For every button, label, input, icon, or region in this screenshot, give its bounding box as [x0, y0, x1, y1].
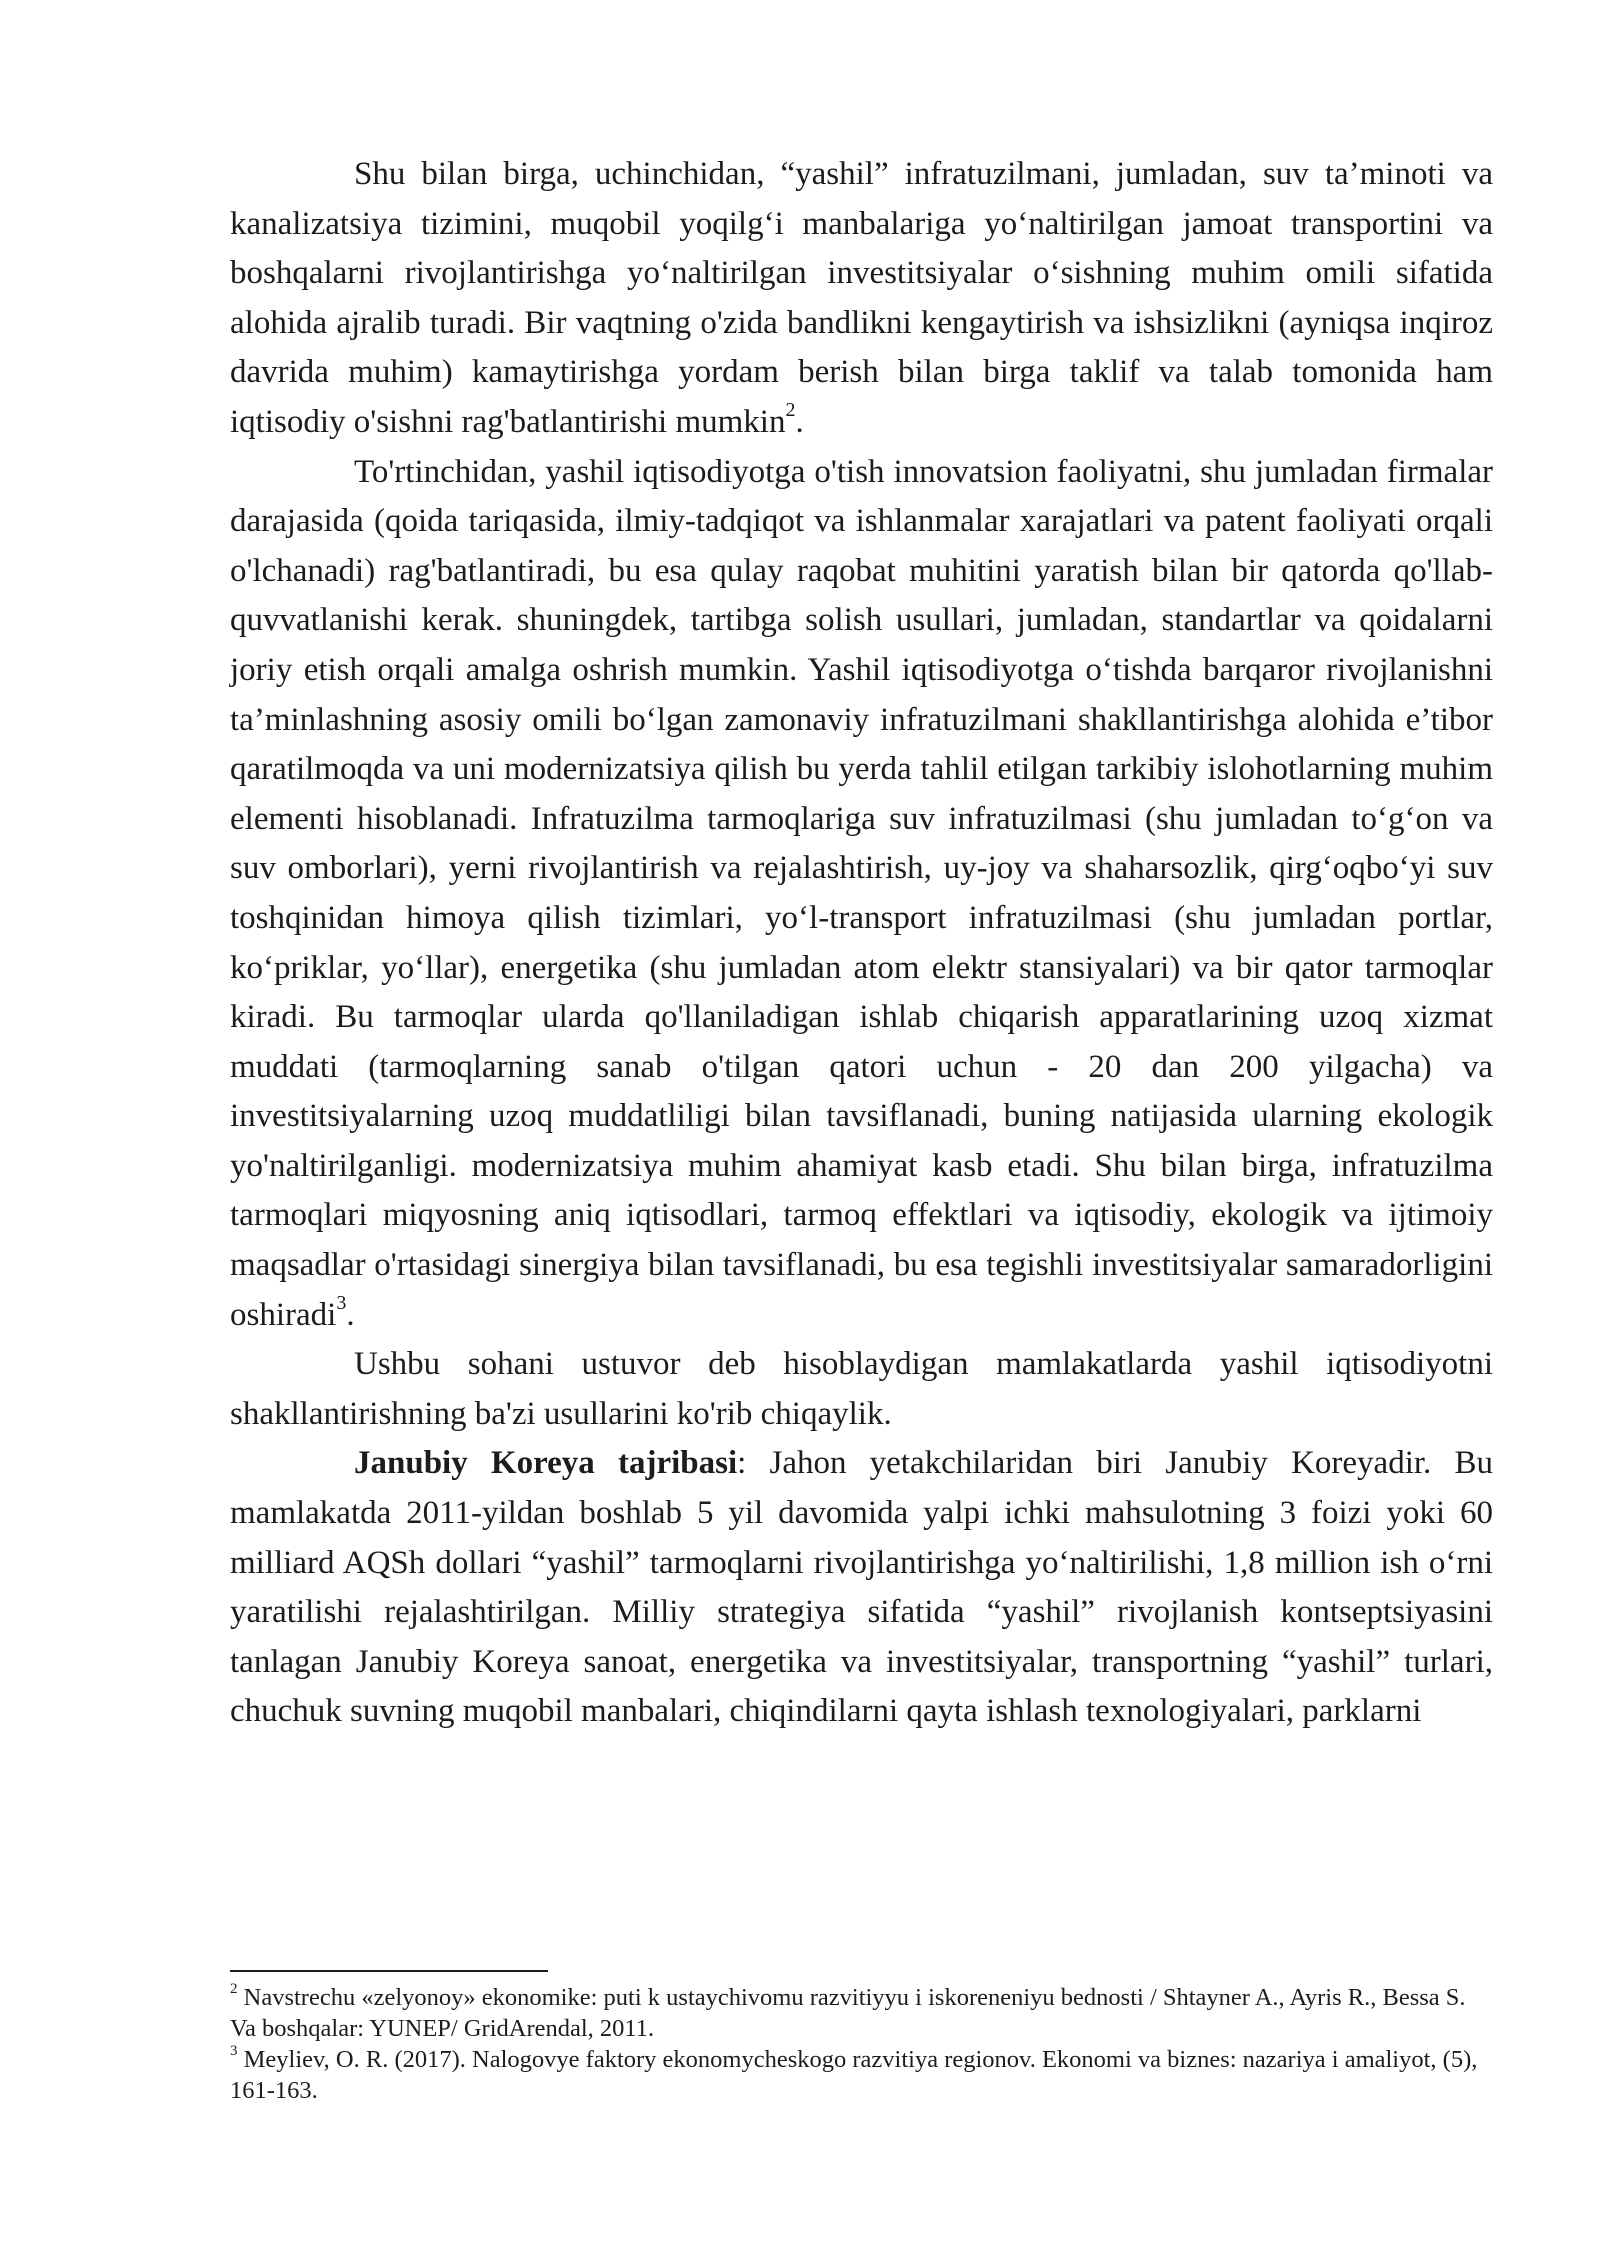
- paragraph-2-end: .: [346, 1296, 355, 1333]
- footnote-divider: [230, 1970, 548, 1972]
- footnote-2-text: Navstrechu «zelyonoy» ekonomike: puti k ustaychivomu razvitiyyu i iskoreneniyu bednosti / Shtayner A., Ayris R., Bessa S. Va boshqalar: YUNEP/ GridArendal, 2011.: [230, 1984, 1466, 2042]
- paragraph-3: [230, 1340, 1493, 1439]
- paragraph-1-text: Shu bilan birga, uchinchidan, “yashil” infratuzilmani, jumladan, suv ta’minoti va kanalizatsiya tizimini, muqobil yoqilg‘i manbalariga yo‘naltirilgan jamoat transportini va boshqalarni rivojlantirishga yo‘naltirilgan investitsiyalar o‘sishning muhim omili sifatida alohida ajralib turadi. Bir vaqtning o'zida bandlikni kengaytirish va ishsizlikni (ayniqsa inqiroz davrida muhim) kamaytirishga yordam berish bilan birga taklif va talab tomonida ham iqtisodiy o'sishni rag'batlantirishi mumkin: [230, 156, 1493, 440]
- paragraph-1-end: .: [795, 403, 804, 440]
- paragraph-4-heading: Janubiy Koreya tajribasi: [354, 1445, 738, 1482]
- footnote-number-3: 3: [230, 2042, 238, 2059]
- footnote-3-text: Meyliev, O. R. (2017). Nalogovye faktory ekonomycheskogo razvitiya regionov. Ekonomi va biznes: nazariya i amaliyot, (5), 161-163.: [230, 2046, 1478, 2104]
- footnote-ref-3[interactable]: 3: [336, 1291, 347, 1314]
- footnote-3: [230, 2044, 1493, 2106]
- paragraph-1: [230, 150, 1493, 448]
- paragraph-3-text: Ushbu sohani ustuvor deb hisoblaydigan mamlakatlarda yashil iqtisodiyotni shakllantirishning ba'zi usullarini ko'rib chiqaylik.: [230, 1346, 1493, 1432]
- paragraph-4: [230, 1439, 1493, 1737]
- paragraph-2: [230, 448, 1493, 1341]
- paragraph-4-text: : Jahon yetakchilaridan biri Janubiy Koreyadir. Bu mamlakatda 2011-yildan boshlab 5 yil davomida yalpi ichki mahsulotning 3 foizi yoki 60 milliard AQSh dollari “yashil” tarmoqlarni rivojlantirishga yo‘naltirilishi, 1,8 million ish o‘rni yaratilishi rejalashtirilgan. Milliy strategiya sifatida “yashil” rivojlanish kontseptsiyasini tanlagan Janubiy Koreya sanoat, energetika va investitsiyalar, transportning “yashil” turlari, chuchuk suvning muqobil manbalari, chiqindilarni qayta ishlash texnologiyalari, parklarni: [230, 1445, 1493, 1730]
- document-body: [230, 150, 1493, 1737]
- paragraph-2-text: To'rtinchidan, yashil iqtisodiyotga o'tish innovatsion faoliyatni, shu jumladan firmalar darajasida (qoida tariqasida, ilmiy-tadqiqot va ishlanmalar xarajatlari va patent faoliyati orqali o'lchanadi) rag'batlantiradi, bu esa qulay raqobat muhitini yaratish bilan bir qatorda qo'llab-quvvatlanishi kerak. shuningdek, tartibga solish usullari, jumladan, standartlar va qoidalarni joriy etish orqali amalga oshrish mumkin. Yashil iqtisodiyotga o‘tishda barqaror rivojlanishni ta’minlashning asosiy omili bo‘lgan zamonaviy infratuzilmani shakllantirishga alohida e’tibor qaratilmoqda va uni modernizatsiya qilish bu yerda tahlil etilgan tarkibiy islohotlarning muhim elementi hisoblanadi. Infratuzilma tarmoqlariga suv infratuzilmasi (shu jumladan to‘g‘on va suv omborlari), yerni rivojlantirish va rejalashtirish, uy-joy va shaharsozlik, qirg‘oqbo‘yi suv toshqinidan himoya qilish tizimlari, yo‘l-transport infratuzilmasi (shu jumladan portlar, ko‘priklar, yo‘llar), energetika (shu jumladan atom elektr stansiyalari) va bir qator tarmoqlar kiradi. Bu tarmoqlar ularda qo'llaniladigan ishlab chiqarish apparatlarining uzoq xizmat muddati (tarmoqlarning sanab o'tilgan qatori uchun - 20 dan 200 yilgacha) va investitsiyalarning uzoq muddatliligi bilan tavsiflanadi, buning natijasida ularning ekologik yo'naltirilganligi. modernizatsiya muhim ahamiyat kasb etadi. Shu bilan birga, infratuzilma tarmoqlari miqyosning aniq iqtisodlari, tarmoq effektlari va iqtisodiy, ekologik va ijtimoiy maqsadlar o'rtasidagi sinergiya bilan tavsiflanadi, bu esa tegishli investitsiyalar samaradorligini oshiradi: [230, 453, 1493, 1333]
- footnote-2: [230, 1982, 1493, 2044]
- footnotes: [230, 1970, 1493, 2106]
- footnote-ref-2[interactable]: 2: [785, 398, 796, 421]
- footnote-number-2: 2: [230, 1980, 238, 1997]
